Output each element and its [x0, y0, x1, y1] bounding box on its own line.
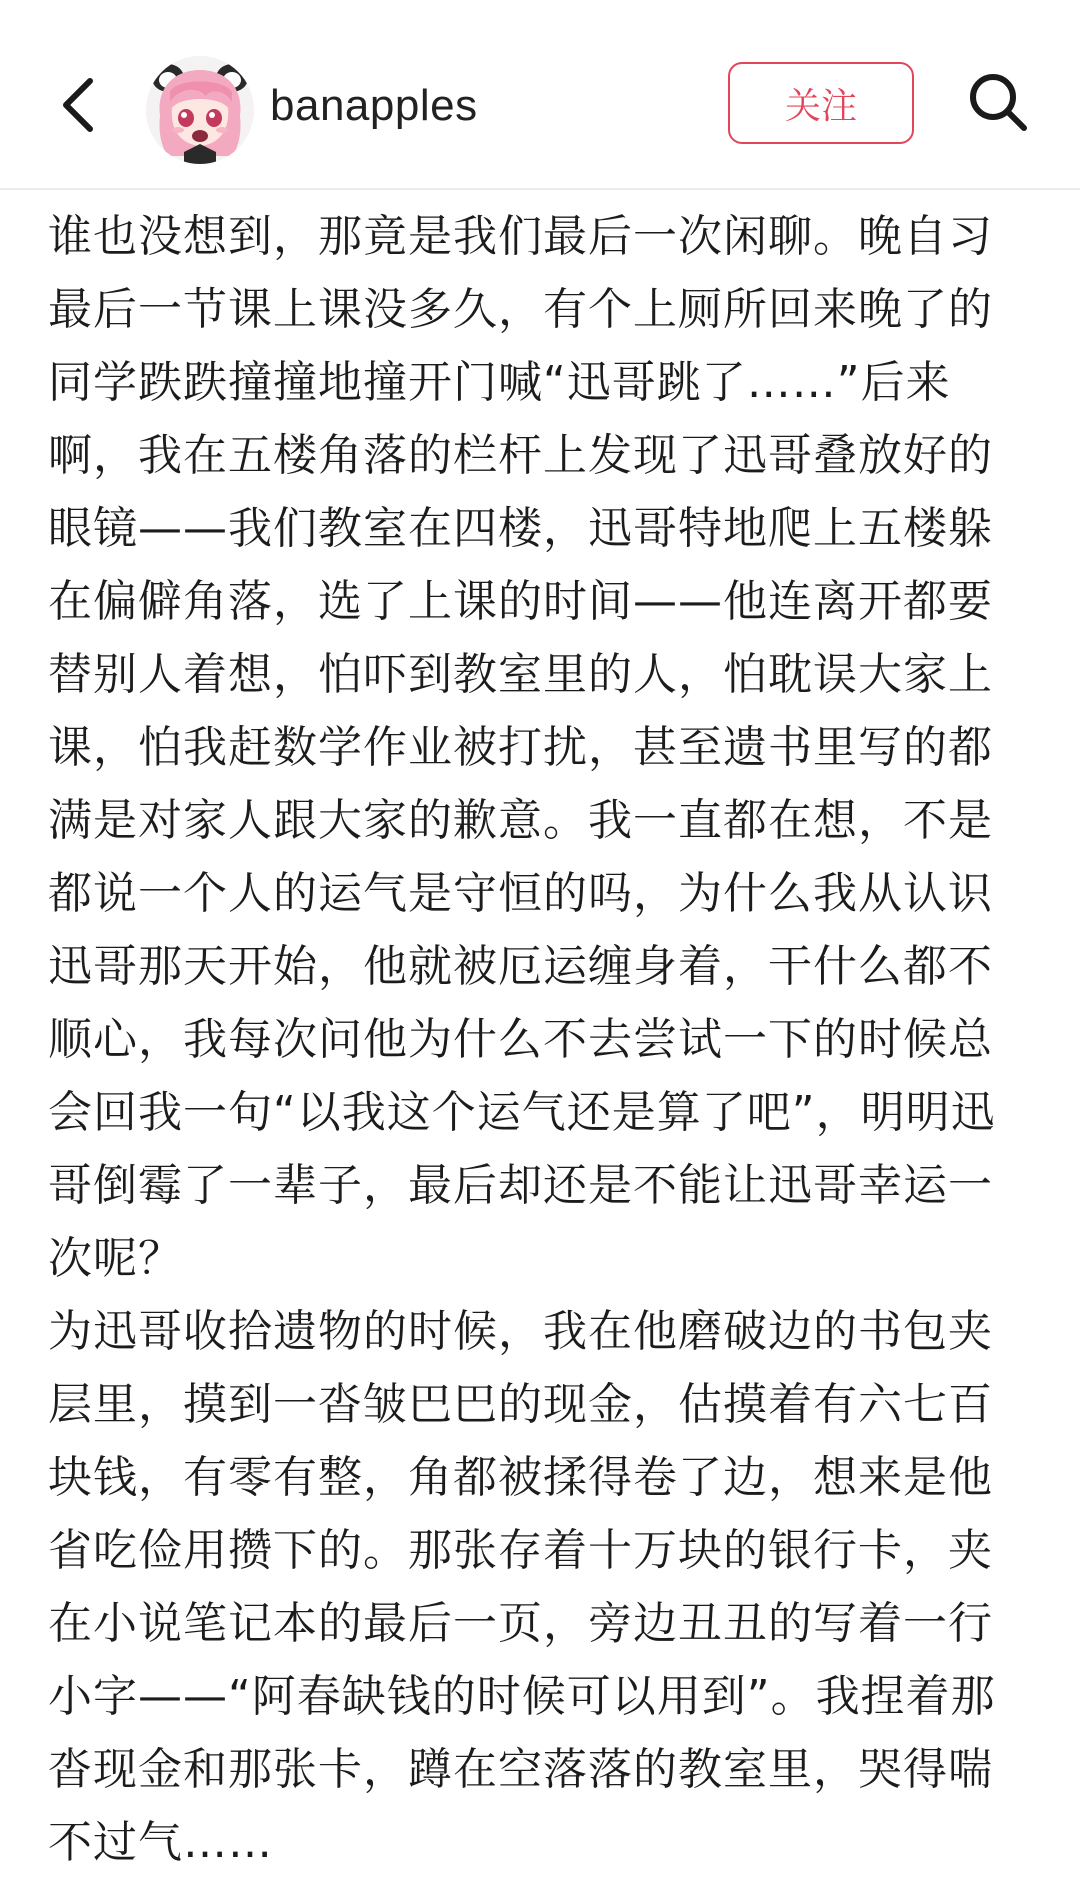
search-button[interactable]	[960, 64, 1036, 140]
avatar-image	[146, 56, 254, 164]
chevron-left-icon	[58, 75, 98, 135]
username[interactable]: banapples	[270, 81, 478, 130]
post-paragraph: 谁也没想到，那竟是我们最后一次闲聊。晚自习最后一节课上课没多久，有个上厕所回来晚了的同学跌跌撞撞地撞开门喊“迅哥跳了……”后来啊，我在五楼角落的栏杆上发现了迅哥叠放好的眼镜——我们教室在四楼，迅哥特地爬上五楼躲在偏僻角落，选了上课的时间——他连离开都要替别人着想，怕吓到教室里的人，怕耽误大家上课，怕我赶数学作业被打扰，甚至遗书里写的都满是对家人跟大家的歉意。我一直都在想，不是都说一个人的运气是守恒的吗，为什么我从认识迅哥那天开始，他就被厄运缠身着，干什么都不顺心，我每次问他为什么不去尝试一下的时候总会回我一句“以我这个运气还是算了吧”，明明迅哥倒霉了一辈子，最后却还是不能让迅哥幸运一次呢？	[48, 211, 996, 1284]
search-icon	[966, 70, 1030, 134]
avatar[interactable]	[146, 56, 254, 164]
follow-button[interactable]: 关注	[728, 62, 914, 144]
back-button[interactable]	[48, 70, 108, 140]
post-paragraph: 为迅哥收拾遗物的时候，我在他磨破边的书包夹层里，摸到一沓皱巴巴的现金，估摸着有六七百块钱，有零有整，角都被揉得卷了边，想来是他省吃俭用攒下的。那张存着十万块的银行卡，夹在小说笔记本的最后一页，旁边丑丑的写着一行小字——“阿春缺钱的时候可以用到”。我捏着那沓现金和那张卡，蹲在空落落的教室里，哭得喘不过气……	[48, 1306, 996, 1868]
top-bar	[0, 0, 1080, 190]
post-body	[48, 200, 1032, 1879]
